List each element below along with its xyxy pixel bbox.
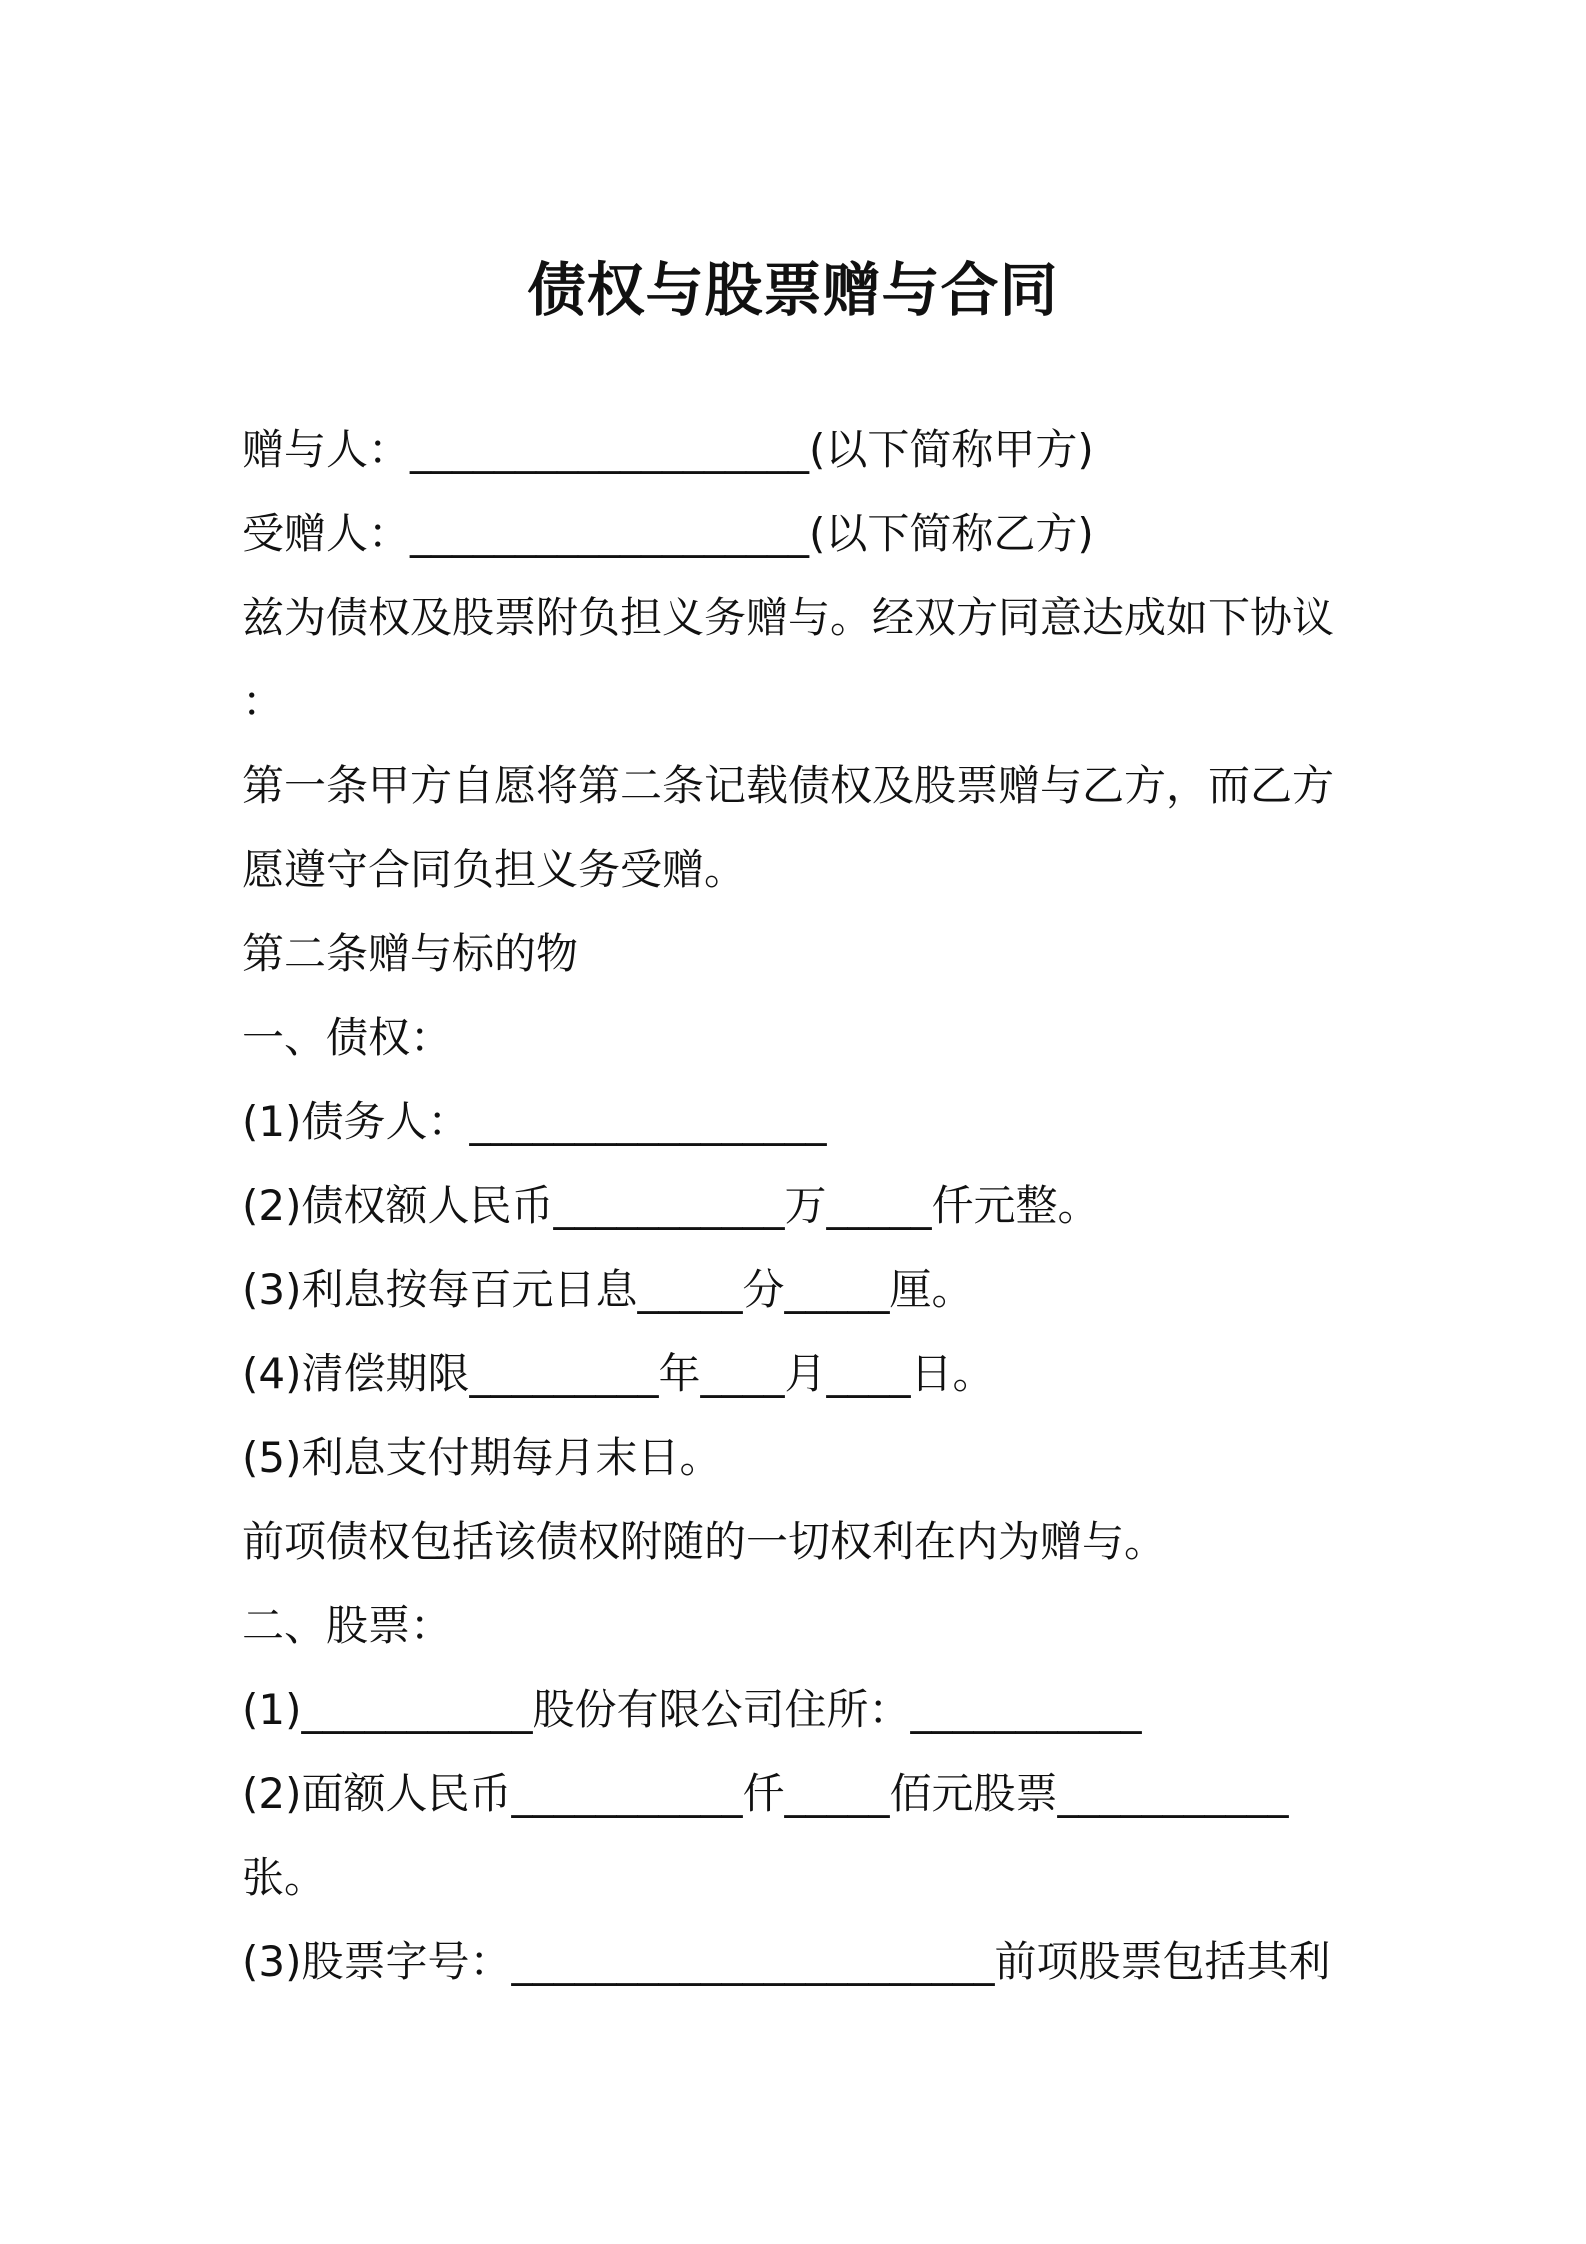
claim-item-4: (4)清偿期限_________年____月____日。 bbox=[242, 1349, 995, 1398]
article-2-heading: 第二条赠与标的物 bbox=[242, 929, 579, 978]
section-stocks-heading: 二、股票： bbox=[242, 1601, 453, 1650]
preamble-colon-line: ： bbox=[242, 677, 285, 726]
donor-line: 赠与人：___________________(以下简称甲方) bbox=[242, 425, 1094, 474]
stock-item-2-line-2: 张。 bbox=[242, 1853, 327, 1902]
claim-item-5: (5)利息支付期每月末日。 bbox=[242, 1433, 722, 1482]
article-1-line-1: 第一条甲方自愿将第二条记载债权及股票赠与乙方，而乙方 bbox=[242, 761, 1335, 810]
stock-item-3: (3)股票字号：_______________________前项股票包括其利 bbox=[242, 1937, 1331, 1986]
stock-item-1: (1)___________股份有限公司住所：___________ bbox=[242, 1685, 1142, 1734]
document-body bbox=[242, 408, 1362, 2004]
claim-item-1: (1)债务人：_________________ bbox=[242, 1097, 827, 1146]
donee-line: 受赠人：___________________(以下简称乙方) bbox=[242, 509, 1094, 558]
section-claims-heading: 一、债权： bbox=[242, 1013, 453, 1062]
preamble-line: 兹为债权及股票附负担义务赠与。经双方同意达成如下协议 bbox=[242, 593, 1335, 642]
claim-item-3: (3)利息按每百元日息_____分_____厘。 bbox=[242, 1265, 974, 1314]
article-1-line-2: 愿遵守合同负担义务受赠。 bbox=[242, 845, 747, 894]
claim-note-line: 前项债权包括该债权附随的一切权利在内为赠与。 bbox=[242, 1517, 1167, 1566]
document-title: 债权与股票赠与合同 bbox=[527, 256, 1059, 324]
claim-item-2: (2)债权额人民币___________万_____仟元整。 bbox=[242, 1181, 1100, 1230]
stock-item-2-line-1: (2)面额人民币___________仟_____佰元股票___________ bbox=[242, 1769, 1289, 1818]
